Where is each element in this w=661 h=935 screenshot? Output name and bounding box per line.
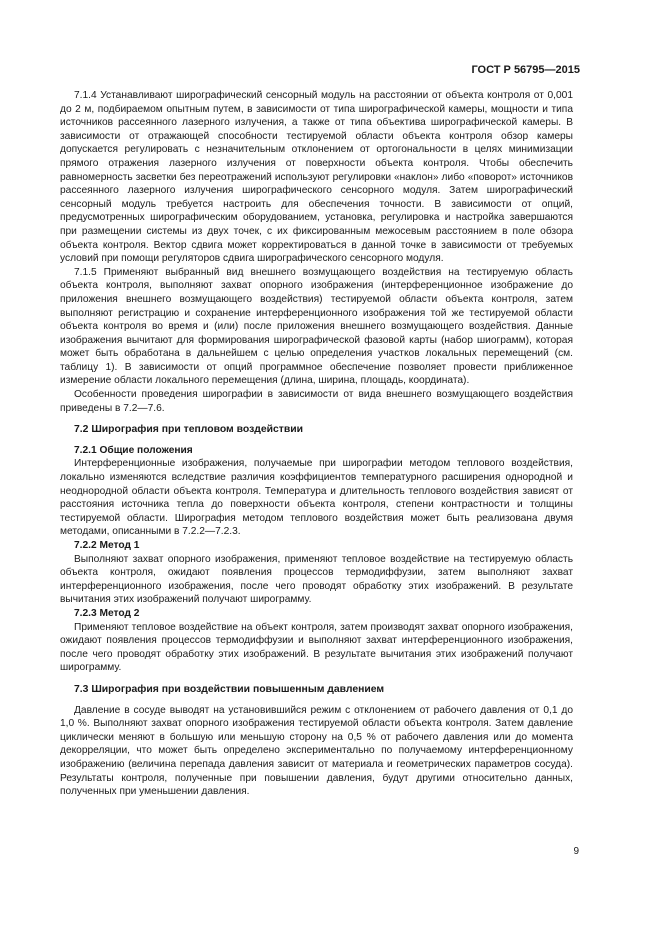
paragraph-7-2-3: Применяют тепловое воздействие на объект контроля, затем производят захват опорного изображения, ожидают появления процессов термодиффузии и выполняют захват интерференционного изображения, после чего проводят обработку этих изображений. В результате вычитания этих изображений получают широграмму. xyxy=(60,621,573,674)
subsection-heading-7-2-3: 7.2.3 Метод 2 xyxy=(74,607,140,619)
paragraph-7-2-1: Интерференционные изображения, получаемые при ширографии методом теплового воздействия, локально изменяются вследствие различия коэффициентов температурного расширения однородной и неоднородной области объекта контроля. Температура и длительность теплового воздействия зависят от расстояния источника тепла до поверхности объекта контроля, степени контрастности и толщины тестируемой области. Ширография методом теплового воздействия может быть реализована двумя методами, описанными в 7.2.2—7.2.3. xyxy=(60,458,573,538)
section-heading-7-3: 7.3 Ширография при воздействии повышенным давлением xyxy=(74,683,385,695)
paragraph-7-3-1: Давление в сосуде выводят на установившийся режим с отклонением от рабочего давления от 0,1 до 1,0 %. Выполняют захват опорного изображения тестируемой области объекта контроля. Затем давление циклически меняют в большую или меньшую сторону на 0,5 % от рабочего давления или до момента декорреляции, что может быть определено экспериментально по получаемому интерференционному изображению (величина перепада давления зависит от материала и геометрических параметров сосуда). Результаты контроля, полученные при повышении давления, будут другими относительно данных, полученных при уменьшении давления. xyxy=(60,704,573,798)
paragraph-7-1-4: 7.1.4 Устанавливают ширографический сенсорный модуль на расстоянии от объекта контроля от 0,001 до 2 м, подбираемом опытным путем, в зависимости от типа ширографической камеры, мощности и типа источников рассеянного лазерного излучения, а также от типа объектива ширографической камеры. В зависимости от отражающей способности тестируемой области объекта контроля обзор камеры допускается регулировать с незначительным отклонением от ортогональности в целях минимизации прямого отражения лазерного излучения от поверхности объекта контроля. Чтобы обеспечить равномерность засветки без переотражений используют регулировки «наклон» либо «поворот» источников рассеянного лазерного излучения ширографического сенсорного модуля. Затем ширографический сенсорный модуль требуется настроить для обеспечения точности. В зависимости от опций, предусмотренных ширографическим оборудованием, установка, регулировка и настройка завершаются при размещении системы из двух точек, с их фиксированным межосевым расстоянием в поле обзора объекта контроля. Вектор сдвига может корректироваться в данной точке в зависимости от требуемых условий при помощи регуляторов сдвига ширографического сенсорного модуля. xyxy=(60,90,573,265)
page-number: 9 xyxy=(573,846,579,857)
paragraph-7-1-5: 7.1.5 Применяют выбранный вид внешнего возмущающего воздействия на тестируемую область объекта контроля, выполняют захват опорного изображения (интерференционное изображение до приложения внешнего возмущающего воздействия) тестируемой области объекта контроля, затем выполняют регистрацию и сохранение интерференционного изображения той же тестируемой области объекта контроля во время и (или) после приложения внешнего возмущающего воздействия. Данные изображения вычитают для формирования ширографической фазовой карты (набор шиограмм), которая может быть обработана в дальнейшем с целью определения участков локальных перемещений (см. таблицу 1). В зависимости от опций программное обеспечение позволяет провести приближенное измерение области локального перемещения (длина, ширина, площадь, координата). xyxy=(60,266,573,387)
document-body xyxy=(60,89,573,799)
subsection-heading-7-2-2: 7.2.2 Метод 1 xyxy=(74,540,140,551)
section-heading-7-2: 7.2 Ширография при тепловом воздействии xyxy=(74,424,304,436)
paragraph-7-1-6: Особенности проведения ширографии в зависимости от вида внешнего возмущающего воздействия приведены в 7.2—7.6. xyxy=(60,389,573,414)
subsection-heading-7-2-1: 7.2.1 Общие положения xyxy=(74,444,193,456)
standard-header: ГОСТ Р 56795—2015 xyxy=(471,64,580,76)
paragraph-7-2-2: Выполняют захват опорного изображения, применяют тепловое воздействие на тестируемую область объекта контроля, ожидают появления процессов термодиффузии, затем выполняют захват интерференционного изображения, после чего проводят обработку этих изображений. В результате вычитания этих изображений получают широграмму. xyxy=(60,553,573,606)
